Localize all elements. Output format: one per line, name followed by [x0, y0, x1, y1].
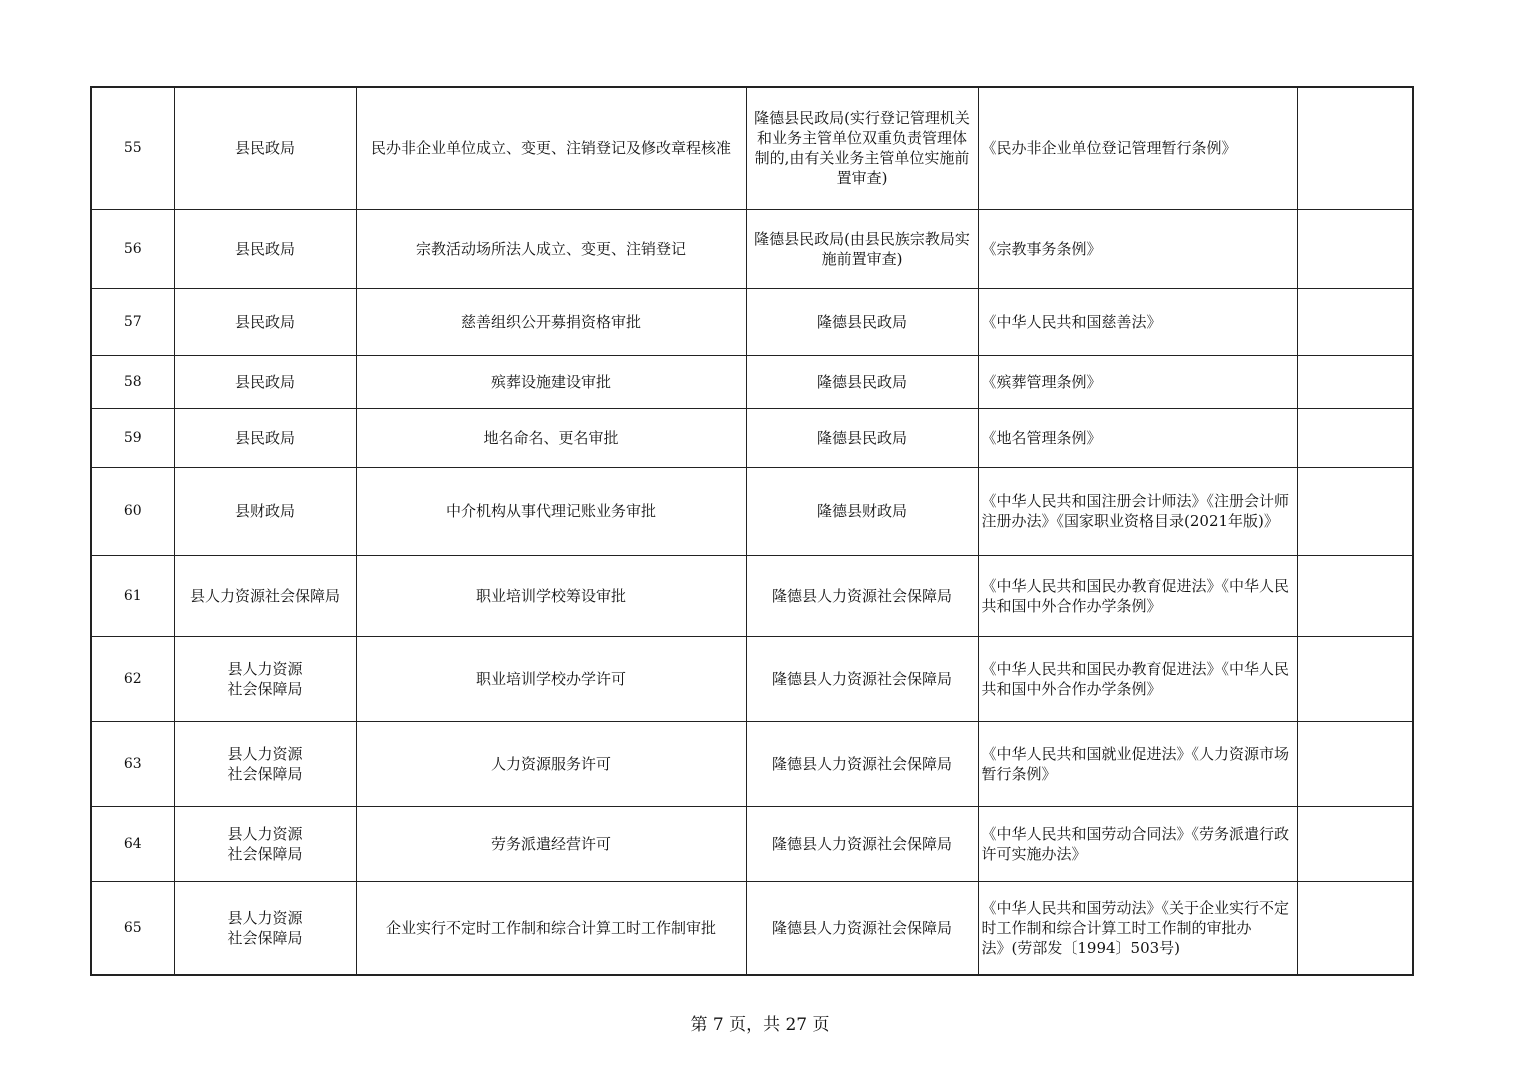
- cell-note: [1297, 209, 1413, 288]
- cell-organization: 隆德县民政局: [746, 408, 978, 467]
- cell-legal-basis: [978, 288, 1297, 355]
- table-row: [91, 288, 1413, 355]
- legal-basis-line: 《宗教事务条例》: [981, 239, 1102, 258]
- department-line: 县人力资源社会保障局: [189, 586, 340, 605]
- cell-department: [174, 636, 356, 721]
- cell-note: [1297, 721, 1413, 806]
- department-line: 县民政局: [234, 239, 295, 258]
- table-body: [91, 87, 1413, 975]
- cell-note: [1297, 881, 1413, 975]
- cell-item: 中介机构从事代理记账业务审批: [356, 467, 746, 555]
- cell-number: 59: [91, 408, 174, 467]
- table-row: [91, 806, 1413, 881]
- cell-item: 慈善组织公开募捐资格审批: [356, 288, 746, 355]
- department-line: 县民政局: [234, 312, 295, 331]
- legal-basis-line: 《殡葬管理条例》: [981, 372, 1102, 391]
- cell-organization: 隆德县人力资源社会保障局: [746, 555, 978, 636]
- cell-note: [1297, 555, 1413, 636]
- department-line: 社会保障局: [227, 679, 303, 698]
- department-line: 县人力资源: [227, 824, 303, 843]
- cell-organization: 隆德县民政局(由县民族宗教局实施前置审查): [746, 209, 978, 288]
- cell-legal-basis: [978, 355, 1297, 408]
- cell-item: 劳务派遣经营许可: [356, 806, 746, 881]
- cell-department: [174, 721, 356, 806]
- legal-basis-line: 《中华人民共和国慈善法》: [981, 312, 1162, 331]
- cell-note: [1297, 636, 1413, 721]
- department-line: 县人力资源: [227, 908, 303, 927]
- cell-item: 人力资源服务许可: [356, 721, 746, 806]
- table-row: [91, 467, 1413, 555]
- cell-legal-basis: [978, 87, 1297, 209]
- cell-legal-basis: [978, 881, 1297, 975]
- table-row: [91, 555, 1413, 636]
- cell-note: [1297, 87, 1413, 209]
- table-row: [91, 209, 1413, 288]
- page-footer: 第 7 页，共 27 页: [690, 1015, 830, 1035]
- cell-item: 宗教活动场所法人成立、变更、注销登记: [356, 209, 746, 288]
- cell-department: [174, 806, 356, 881]
- cell-legal-basis: [978, 721, 1297, 806]
- cell-number: 63: [91, 721, 174, 806]
- cell-legal-basis: [978, 209, 1297, 288]
- legal-basis-line: 《地名管理条例》: [981, 428, 1102, 447]
- cell-department: [174, 209, 356, 288]
- department-line: 县人力资源: [227, 659, 303, 678]
- cell-item: 企业实行不定时工作制和综合计算工时工作制审批: [356, 881, 746, 975]
- table-row: [91, 636, 1413, 721]
- cell-department: [174, 288, 356, 355]
- cell-item: 职业培训学校筹设审批: [356, 555, 746, 636]
- cell-organization: 隆德县民政局(实行登记管理机关和业务主管单位双重负责管理体制的,由有关业务主管单位实施前置审查): [746, 87, 978, 209]
- cell-legal-basis: [978, 636, 1297, 721]
- department-line: 社会保障局: [227, 928, 303, 947]
- department-line: 县民政局: [234, 139, 295, 158]
- department-line: 社会保障局: [227, 844, 303, 863]
- legal-basis-line: 《中华人民共和国民办教育促进法》《中华人民共和国中外合作办学条例》: [981, 659, 1290, 698]
- cell-item: 殡葬设施建设审批: [356, 355, 746, 408]
- cell-department: [174, 355, 356, 408]
- cell-department: [174, 87, 356, 209]
- cell-department: [174, 881, 356, 975]
- cell-legal-basis: [978, 408, 1297, 467]
- cell-organization: 隆德县民政局: [746, 288, 978, 355]
- cell-number: 61: [91, 555, 174, 636]
- legal-basis-line: 《中华人民共和国劳动合同法》《劳务派遣行政许可实施办法》: [981, 824, 1290, 863]
- cell-note: [1297, 408, 1413, 467]
- department-line: 县民政局: [234, 428, 295, 447]
- legal-basis-line: 法》(劳部发〔1994〕503号): [981, 938, 1181, 957]
- cell-organization: 隆德县人力资源社会保障局: [746, 721, 978, 806]
- department-line: 社会保障局: [227, 764, 303, 783]
- department-line: 县人力资源: [227, 744, 303, 763]
- table-row: [91, 87, 1413, 209]
- cell-number: 62: [91, 636, 174, 721]
- cell-item: 职业培训学校办学许可: [356, 636, 746, 721]
- cell-department: [174, 408, 356, 467]
- cell-item: 地名命名、更名审批: [356, 408, 746, 467]
- department-line: 县民政局: [234, 372, 295, 391]
- cell-number: 60: [91, 467, 174, 555]
- table-row: [91, 721, 1413, 806]
- cell-number: 55: [91, 87, 174, 209]
- cell-number: 58: [91, 355, 174, 408]
- cell-number: 56: [91, 209, 174, 288]
- cell-department: [174, 555, 356, 636]
- cell-item: 民办非企业单位成立、变更、注销登记及修改章程核准: [356, 87, 746, 209]
- cell-note: [1297, 288, 1413, 355]
- cell-organization: 隆德县人力资源社会保障局: [746, 806, 978, 881]
- cell-legal-basis: [978, 555, 1297, 636]
- cell-number: 65: [91, 881, 174, 975]
- cell-number: 64: [91, 806, 174, 881]
- items-table: [90, 86, 1414, 976]
- legal-basis-line: 《中华人民共和国就业促进法》《人力资源市场暂行条例》: [981, 744, 1290, 783]
- cell-legal-basis: [978, 467, 1297, 555]
- legal-basis-line: 《中华人民共和国劳动法》《关于企业实行不定时工作制和综合计算工时工作制的审批办: [981, 898, 1290, 937]
- table-row: [91, 881, 1413, 975]
- legal-basis-line: 《中华人民共和国注册会计师法》《注册会计师注册办法》《国家职业资格目录(2021年版)》: [981, 492, 1290, 530]
- cell-legal-basis: [978, 806, 1297, 881]
- table-row: [91, 355, 1413, 408]
- cell-organization: 隆德县财政局: [746, 467, 978, 555]
- department-line: 县财政局: [234, 502, 295, 520]
- cell-note: [1297, 806, 1413, 881]
- cell-number: 57: [91, 288, 174, 355]
- cell-note: [1297, 467, 1413, 555]
- cell-organization: 隆德县人力资源社会保障局: [746, 636, 978, 721]
- table-row: [91, 408, 1413, 467]
- cell-department: [174, 467, 356, 555]
- legal-basis-line: 《民办非企业单位登记管理暂行条例》: [981, 139, 1237, 158]
- cell-organization: 隆德县民政局: [746, 355, 978, 408]
- cell-organization: 隆德县人力资源社会保障局: [746, 881, 978, 975]
- legal-basis-line: 《中华人民共和国民办教育促进法》《中华人民共和国中外合作办学条例》: [981, 576, 1290, 615]
- cell-note: [1297, 355, 1413, 408]
